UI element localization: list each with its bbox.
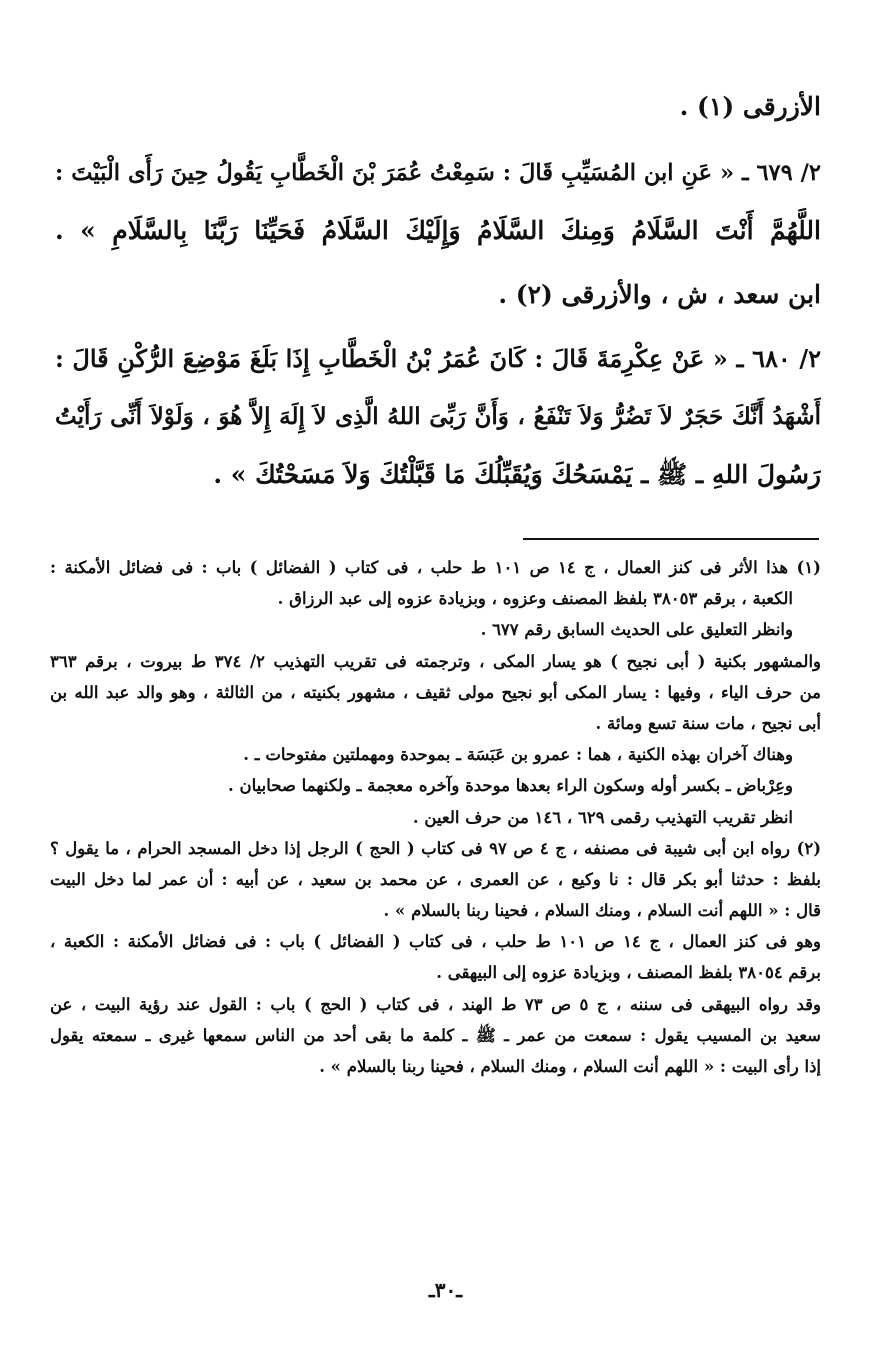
footnote-line: الكعبة ، برقم ٣٨٠٥٣ بلفظ المصنف وعزوه ، وبزيادة عزوه إلى عبد الرزاق .: [277, 589, 793, 609]
footnote-line: أبى نجيح ، مات سنة تسع ومائة .: [595, 713, 821, 733]
footnotes: [50, 552, 821, 1082]
main-line: أَشْهَدُ أَنَّكَ حَجَرٌ لاَ تَضُرُّ وَلاَ تَنْفَعُ ، وَأَنَّ رَبِّىَ اللهُ الَّذِى لاَ إِلَهَ إِلاَّ هُوَ ، وَلَوْلاَ أَنِّى رَأَيْتُ: [55, 403, 821, 430]
footnote-line: والمشهور بكنية ( أبى نجيح ) هو يسار المكى ، وترجمته فى تقريب التهذيب ٢/ ٣٧٤ ط بيروت ، برقم ٣٦٣: [50, 651, 821, 671]
footnote-line: وهو فى كنز العمال ، ج ١٤ ص ١٠١ ط حلب ، فى كتاب ( الفضائل ) باب : فى فضائل الأمكنة : الكعبة ،: [50, 932, 821, 952]
main-line: ابن سعد ، ش ، والأزرقى (٢) .: [498, 280, 821, 309]
footnote-line: انظر تقريب التهذيب رقمى ٦٢٩ ، ١٤٦ من حرف العين .: [412, 807, 793, 827]
main-line: ٢/ ٦٧٩ ـ « عَنِ ابن المُسَيِّبِ قَالَ : سَمِعْتُ عُمَرَ بْنَ الْخَطَّابِ يَقُولُ حِينَ رَأَى الْبَيْتَ :: [55, 160, 821, 186]
footnote-line: إذا رأى البيت : « اللهم أنت السلام ، ومنك السلام ، فحينا ربنا بالسلام » .: [319, 1057, 821, 1076]
footnote-line: وهناك آخران بهذه الكنية ، هما : عمرو بن عَبَسَة ـ بموحدة ومهملتين مفتوحات ـ .: [243, 745, 793, 765]
footnote-line: وقد رواه البيهقى فى سننه ، ج ٥ ص ٧٣ ط الهند ، فى كتاب ( الحج ) باب : القول عند رؤية البيت ، عن: [50, 994, 821, 1014]
footnote-line: قال : « اللهم أنت السلام ، ومنك السلام ، فحينا ربنا بالسلام » .: [383, 901, 821, 921]
footnote-line: بلفظ : حدثنا أبو بكر قال : نا وكيع ، عن العمرى ، عن محمد بن سعيد ، عن أبيه : أن عمر لما دخل البيت: [50, 869, 821, 889]
footnote-line: (١) هذا الأثر فى كنز العمال ، ج ١٤ ص ١٠١ ط حلب ، فى كتاب ( الفضائل ) باب : فى فضائل الأمكنة :: [50, 558, 821, 577]
main-line: الأزرقى (١) .: [679, 92, 821, 121]
footnote-line: برقم ٣٨٠٥٤ بلفظ المصنف ، وبزيادة عزوه إلى البيهقى .: [436, 963, 821, 983]
footnote-line: وعِرْباض ـ بكسر أوله وسكون الراء بعدها موحدة وآخره معجمة ـ ولكنهما صحابيان .: [228, 776, 793, 796]
footnote-line: وانظر التعليق على الحديث السابق رقم ٦٧٧ .: [480, 620, 793, 640]
main-line: ٢/ ٦٨٠ ـ « عَنْ عِكْرِمَةَ قَالَ : كَانَ عُمَرُ بْنُ الْخَطَّابِ إِذَا بَلَغَ مَوْضِعَ الرُّكْنِ قَالَ :: [55, 344, 821, 373]
main-line: اللَّهُمَّ أَنْتَ السَّلَامُ وَمِنكَ السَّلَامُ وَإِلَيْكَ السَّلَامُ فَحَيِّنَا رَبَّنَا بِالسَّلَامِ » .: [55, 216, 821, 245]
page-number: ـ٣٠ـ: [428, 1278, 463, 1302]
footnote-divider: [523, 538, 819, 540]
footnote-line: سعيد بن المسيب يقول : سمعت من عمر ـ ﷺ ـ كلمة ما بقى أحد من الناس سمعها غيرى ـ سمعته يقول: [50, 1025, 821, 1045]
footnote-line: من حرف الياء ، وفيها : يسار المكى أبو نجيح مولى ثقيف ، مشهور بكنيته ، من الثالثة ، وهو والد عبد الله بن: [50, 682, 821, 702]
main-line: رَسُولَ اللهِ ـ ﷺ ـ يَمْسَحُكَ وَيُقَبِّلُكَ مَا قَبَّلْتُكَ وَلاَ مَسَحْتُكَ » .: [213, 460, 821, 489]
footnote-line: (٢) رواه ابن أبى شيبة فى مصنفه ، ج ٤ ص ٩٧ فى كتاب ( الحج ) الرجل إذا دخل المسجد الحرام ، ما يقول ؟: [50, 838, 821, 858]
main-text: [55, 78, 821, 504]
